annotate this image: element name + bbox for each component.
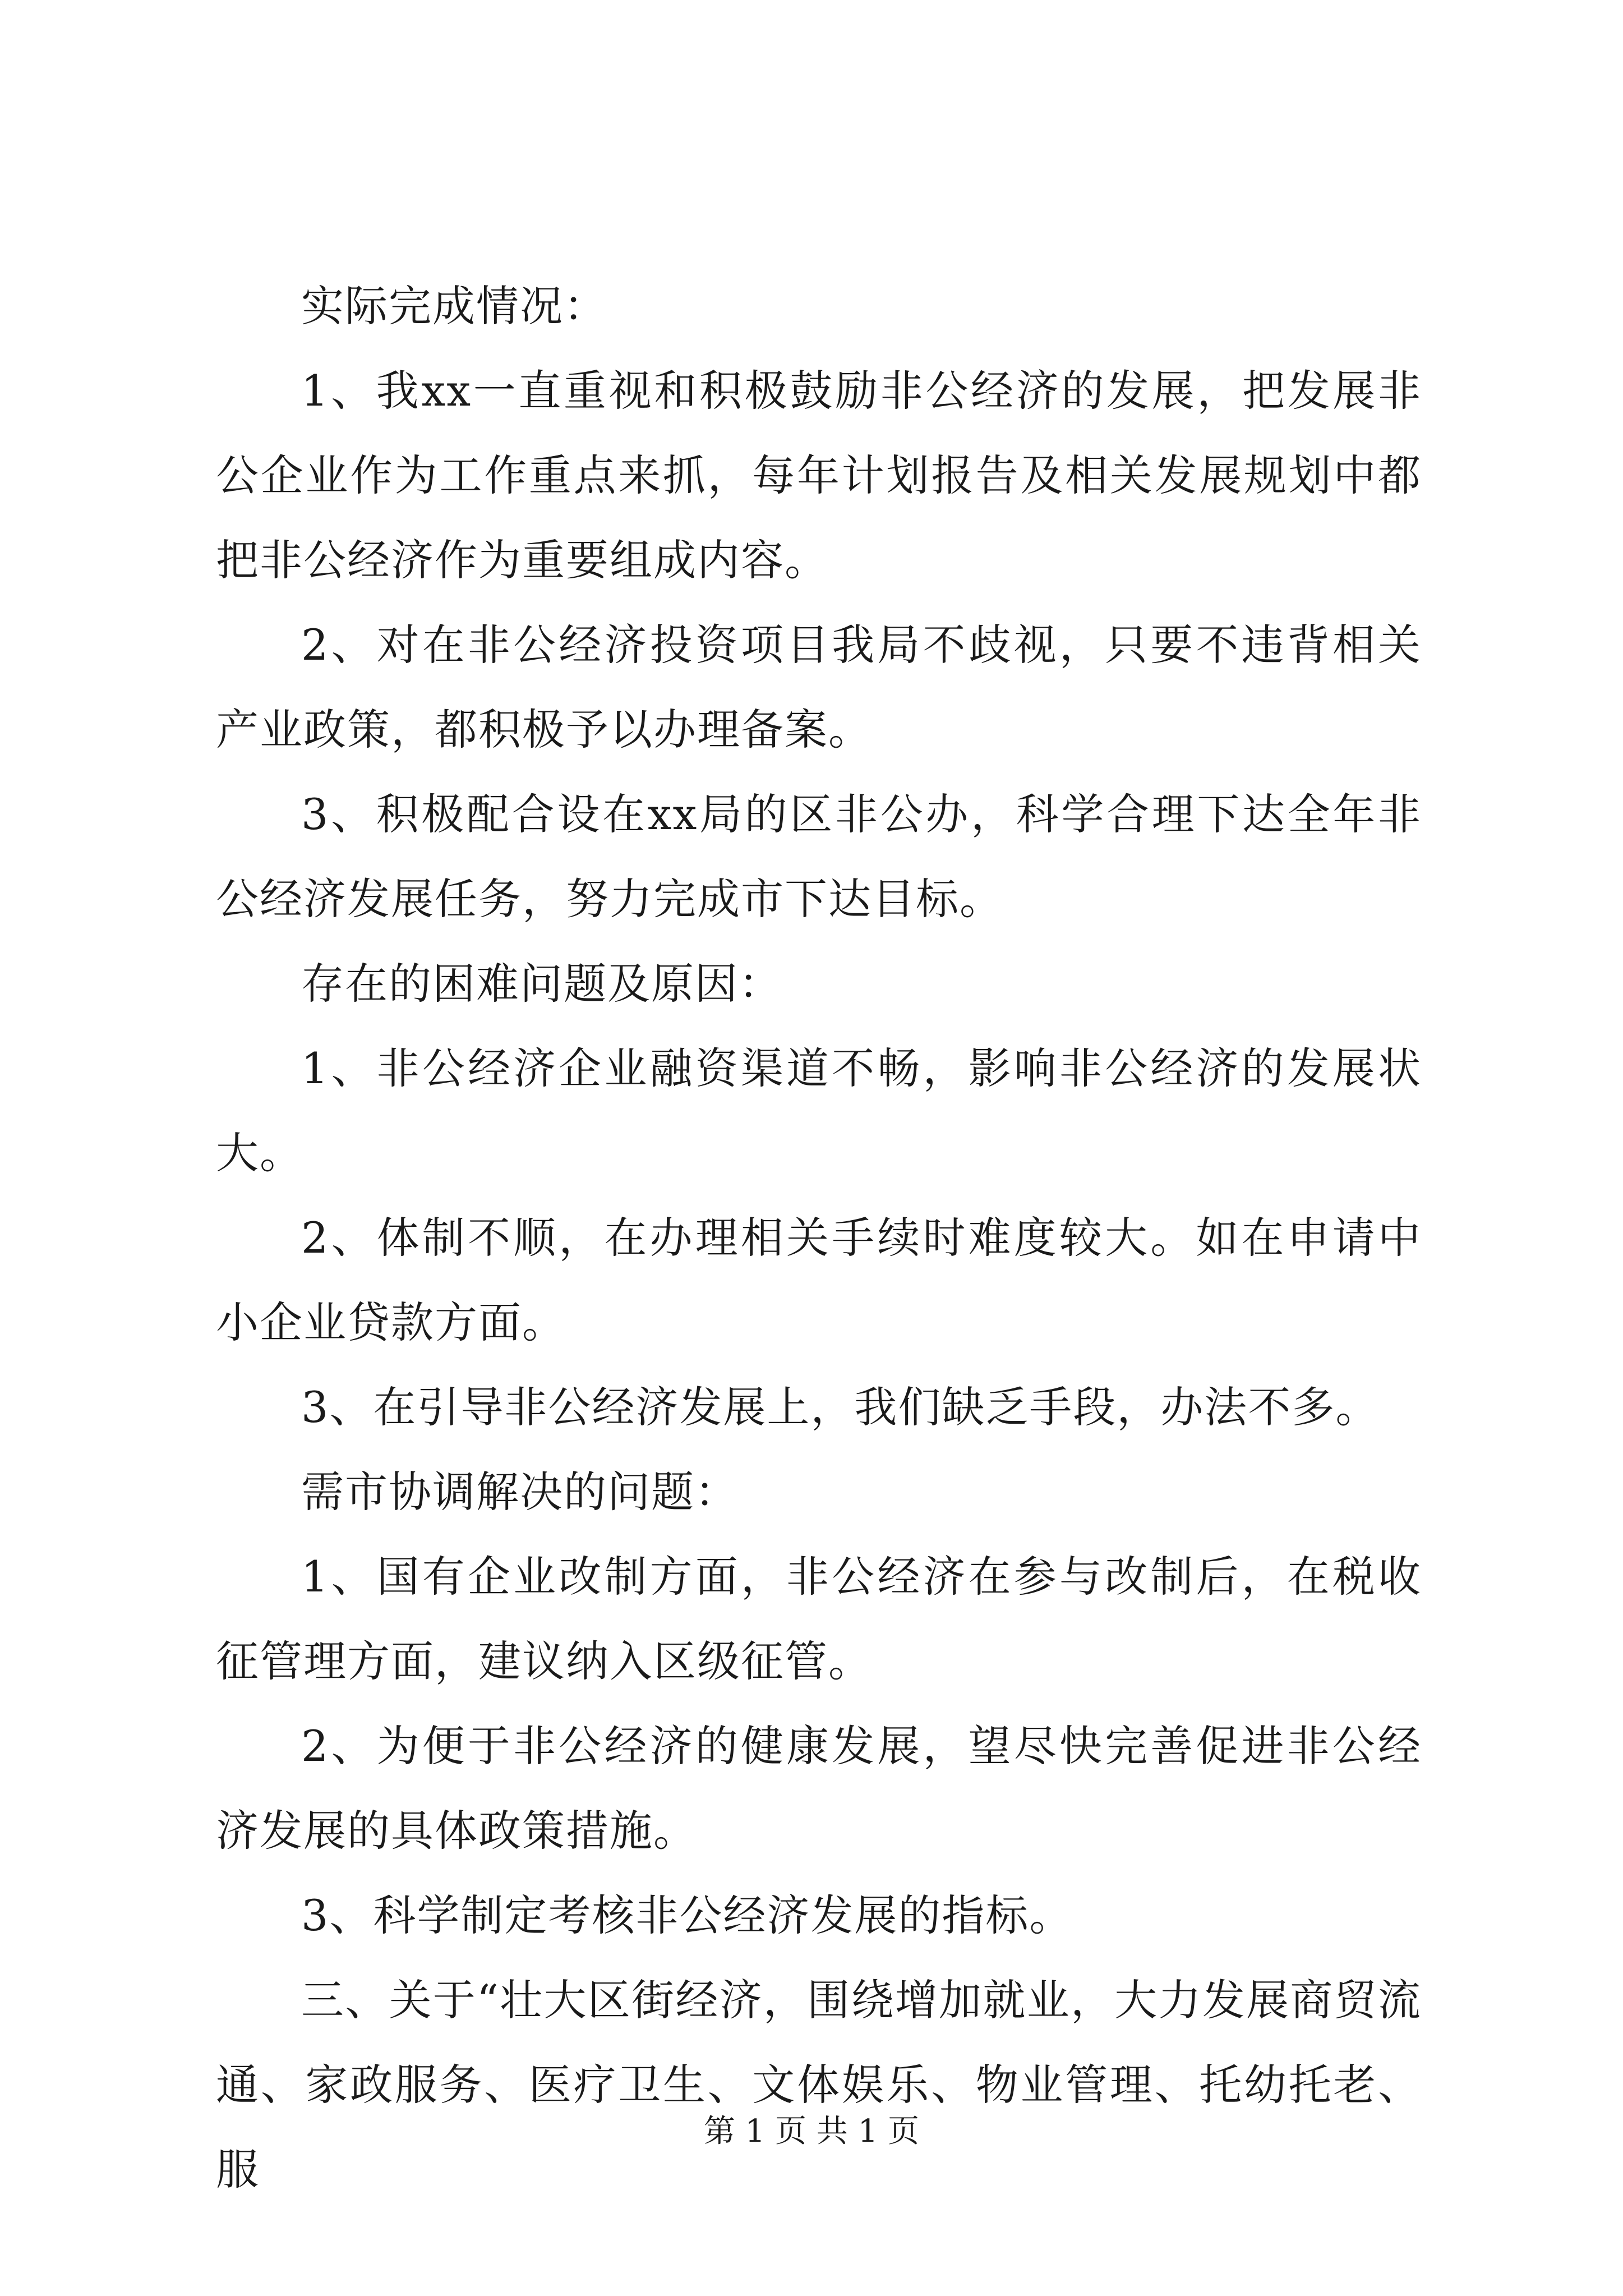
document-body — [216, 264, 1422, 2212]
paragraph-coordination-heading: 需市协调解决的问题： — [301, 1467, 739, 1517]
paragraph-section-three: 三、关于“壮大区街经济，围绕增加就业，大力发展商贸流通、家政服务、医疗卫生、文体娱乐、物业管理、托幼托老、服 — [216, 1975, 1422, 2194]
page-number-footer: 第 1 页 共 1 页 — [703, 2113, 920, 2150]
paragraph-actual-completion-heading: 实际完成情况： — [301, 281, 607, 331]
paragraph-coordination-2: 2、为便于非公经济的健康发展，望尽快完善促进非公经济发展的具体政策措施。 — [216, 1721, 1422, 1856]
paragraph-difficulty-3: 3、在引导非公经济发展上，我们缺乏手段，办法不多。 — [301, 1382, 1380, 1432]
paragraph-item-2: 2、对在非公经济投资项目我局不歧视，只要不违背相关产业政策，都积极予以办理备案。 — [216, 620, 1422, 754]
paragraph-difficulty-2: 2、体制不顺，在办理相关手续时难度较大。如在申请中小企业贷款方面。 — [216, 1213, 1422, 1347]
paragraph-coordination-1: 1、国有企业改制方面，非公经济在参与改制后，在税收征管理方面，建议纳入区级征管。 — [216, 1552, 1422, 1686]
paragraph-coordination-3: 3、科学制定考核非公经济发展的指标。 — [301, 1890, 1073, 1940]
paragraph-difficulty-1: 1、非公经济企业融资渠道不畅，影响非公经济的发展状大。 — [216, 1043, 1422, 1178]
paragraph-item-1: 1、我xx一直重视和积极鼓励非公经济的发展，把发展非公企业作为工作重点来抓，每年计划报告及相关发展规划中都把非公经济作为重要组成内容。 — [216, 366, 1422, 585]
paragraph-difficulties-heading: 存在的困难问题及原因： — [301, 959, 782, 1009]
paragraph-item-3: 3、积极配合设在xx局的区非公办，科学合理下达全年非公经济发展任务，努力完成市下达目标。 — [216, 789, 1422, 924]
